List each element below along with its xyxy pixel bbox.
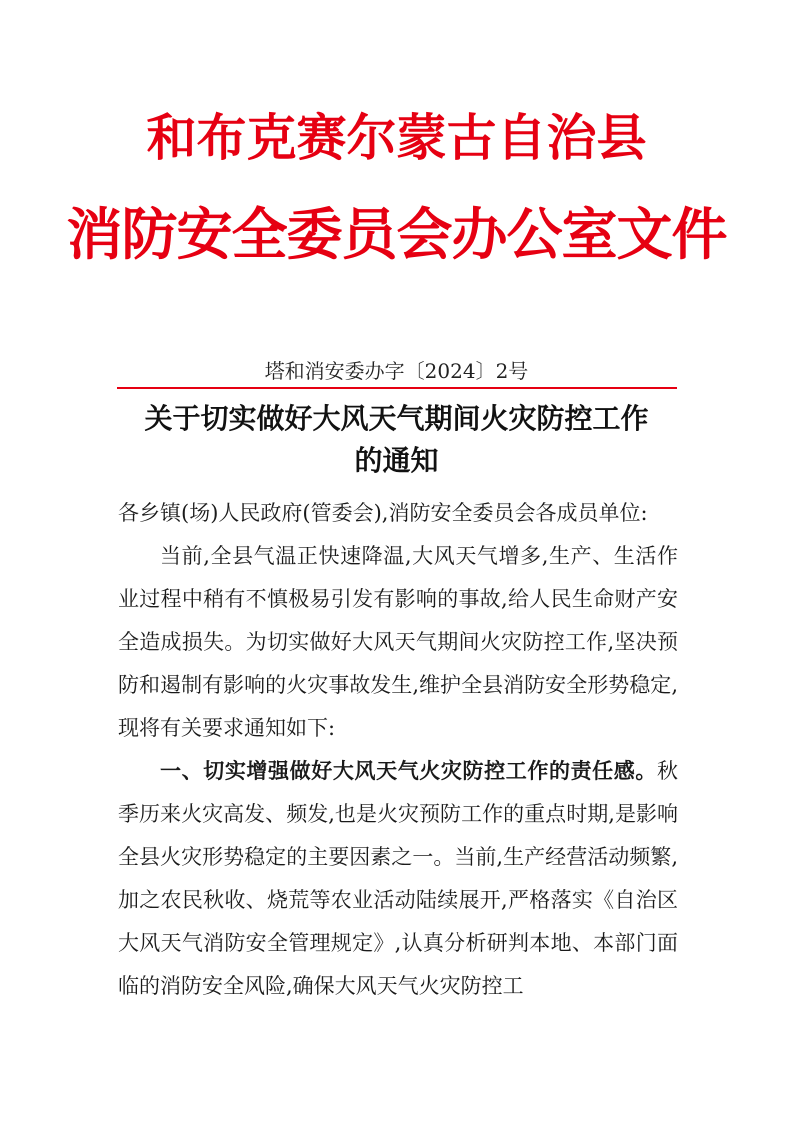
notice-title-line2: 的通知 [354,444,439,477]
section1-text: 秋季历来火灾高发、频发,也是火灾预防工作的重点时期,是影响全县火灾形势稳定的主要因素之一。当前,生产经营活动频繁,加之农民秋收、烧荒等农业活动陆续展开,严格落实《自治区大风天气消防安全管理规定》,认真分析研判本地、本部门面临的消防安全风险,确保大风天气火灾防控工 [118,759,678,998]
notice-title [100,398,693,482]
document-body [118,492,678,1008]
notice-title-line1: 关于切实做好大风天气期间火灾防控工作 [144,402,649,435]
document-number: 塔和消安委办字〔2024〕2号 [264,359,529,383]
document-header-line1: 和布克赛尔蒙古自治县 [146,108,647,167]
salutation: 各乡镇(场)人民政府(管委会),消防安全委员会各成员单位: [118,501,648,525]
paragraph-section1 [118,750,678,1008]
section1-heading: 一、切实增强做好大风天气火灾防控工作的责任感。 [160,759,657,783]
document-header-line2: 消防安全委员会办公室文件 [66,202,727,268]
red-divider-line [117,387,677,389]
paragraph-intro: 当前,全县气温正快速降温,大风天气增多,生产、生活作业过程中稍有不慎极易引发有影响的事故,给人民生命财产安全造成损失。为切实做好大风天气期间火灾防控工作,坚决预防和遏制有影响的火灾事故发生,维护全县消防安全形势稳定,现将有关要求通知如下: [118,544,678,740]
